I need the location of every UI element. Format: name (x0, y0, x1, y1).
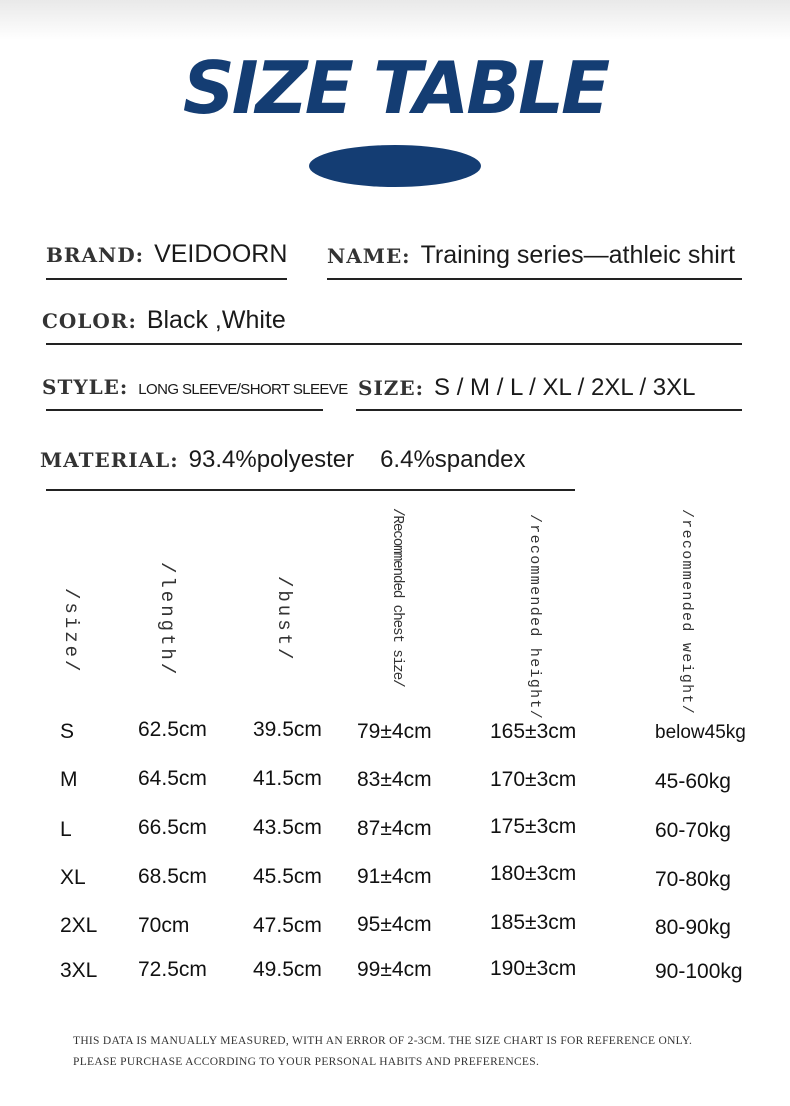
size-label: SIZE: (358, 376, 425, 400)
material-underline (46, 489, 575, 491)
cell-chest-m: 83±4cm (357, 768, 432, 791)
cell-size-3xl: 3XL (60, 959, 98, 982)
cell-height-3xl: 190±3cm (490, 957, 577, 980)
material-field (40, 446, 526, 474)
style-field (42, 375, 348, 399)
name-label: NAME: (327, 244, 411, 268)
disclaimer-line-1: THIS DATA IS MANUALLY MEASURED, WITH AN ERROR OF 2-3CM. THE SIZE CHART IS FOR REFERENCE ONLY. (73, 1035, 693, 1047)
cell-height-xl: 180±3cm (490, 862, 577, 885)
header-length: /length/ (156, 562, 178, 678)
cell-length-3xl: 72.5cm (138, 958, 207, 981)
cell-height-2xl: 185±3cm (490, 911, 577, 934)
name-field (327, 241, 735, 270)
cell-bust-xl: 45.5cm (253, 865, 322, 888)
cell-weight-xl: 70-80kg (655, 868, 731, 891)
cell-length-l: 66.5cm (138, 816, 207, 839)
cell-chest-2xl: 95±4cm (357, 913, 432, 936)
brand-field (46, 240, 287, 269)
color-label: COLOR: (42, 309, 137, 333)
cell-height-l: 175±3cm (490, 815, 577, 838)
material-value-spandex: 6.4%spandex (380, 446, 526, 473)
cell-size-m: M (60, 768, 78, 791)
cell-bust-l: 43.5cm (253, 816, 322, 839)
cell-size-2xl: 2XL (60, 914, 98, 937)
color-field (42, 306, 286, 335)
cell-height-m: 170±3cm (490, 768, 577, 791)
cell-length-xl: 68.5cm (138, 865, 207, 888)
cell-height-s: 165±3cm (490, 720, 577, 743)
cell-chest-xl: 91±4cm (357, 865, 432, 888)
color-value: Black ,White (146, 306, 286, 334)
size-field (358, 374, 696, 402)
disclaimer-note (73, 1031, 692, 1073)
cell-length-2xl: 70cm (138, 914, 190, 937)
size-value: S / M / L / XL / 2XL / 3XL (434, 374, 696, 401)
material-value-polyester: 93.4%polyester (188, 446, 355, 473)
page-title: SIZE TABLE (182, 46, 608, 130)
cell-weight-m: 45-60kg (655, 770, 731, 793)
header-recommended-weight: /recommended weight/ (678, 509, 695, 716)
color-underline (46, 343, 742, 345)
header-recommended-chest-size: /Recommended chest size/ (389, 508, 405, 687)
cell-bust-m: 41.5cm (253, 767, 322, 790)
size-underline (356, 409, 742, 411)
cell-chest-s: 79±4cm (357, 720, 432, 743)
top-shadow (0, 0, 790, 40)
material-label: MATERIAL: (40, 448, 179, 472)
cell-weight-3xl: 90-100kg (655, 960, 743, 983)
cell-bust-s: 39.5cm (253, 718, 322, 741)
cell-size-xl: XL (60, 866, 86, 889)
cell-weight-s: below45kg (655, 722, 746, 743)
cell-size-s: S (60, 720, 75, 743)
cell-length-m: 64.5cm (138, 767, 207, 790)
name-underline (327, 278, 742, 280)
style-label: STYLE: (42, 375, 129, 399)
cell-chest-l: 87±4cm (357, 817, 432, 840)
cell-bust-3xl: 49.5cm (253, 958, 322, 981)
header-size: /size/ (60, 588, 82, 675)
cell-size-l: L (60, 818, 72, 841)
cell-weight-l: 60-70kg (655, 819, 731, 842)
cell-chest-3xl: 99±4cm (357, 958, 432, 981)
header-recommended-height: /recommended height/ (526, 514, 543, 721)
header-bust: /bust/ (273, 576, 295, 663)
brand-underline (46, 278, 287, 280)
title-ellipse-decoration (309, 145, 481, 187)
disclaimer-line-2: PLEASE PURCHASE ACCORDING TO YOUR PERSONAL HABITS AND PREFERENCES. (73, 1056, 540, 1068)
brand-label: BRAND: (46, 243, 145, 267)
style-value: LONG SLEEVE/SHORT SLEEVE (138, 381, 348, 398)
cell-weight-2xl: 80-90kg (655, 916, 731, 939)
cell-bust-2xl: 47.5cm (253, 914, 322, 937)
cell-length-s: 62.5cm (138, 718, 207, 741)
style-underline (46, 409, 323, 411)
name-value: Training series—athleic shirt (420, 241, 736, 269)
brand-value: VEIDOORN (154, 240, 288, 268)
